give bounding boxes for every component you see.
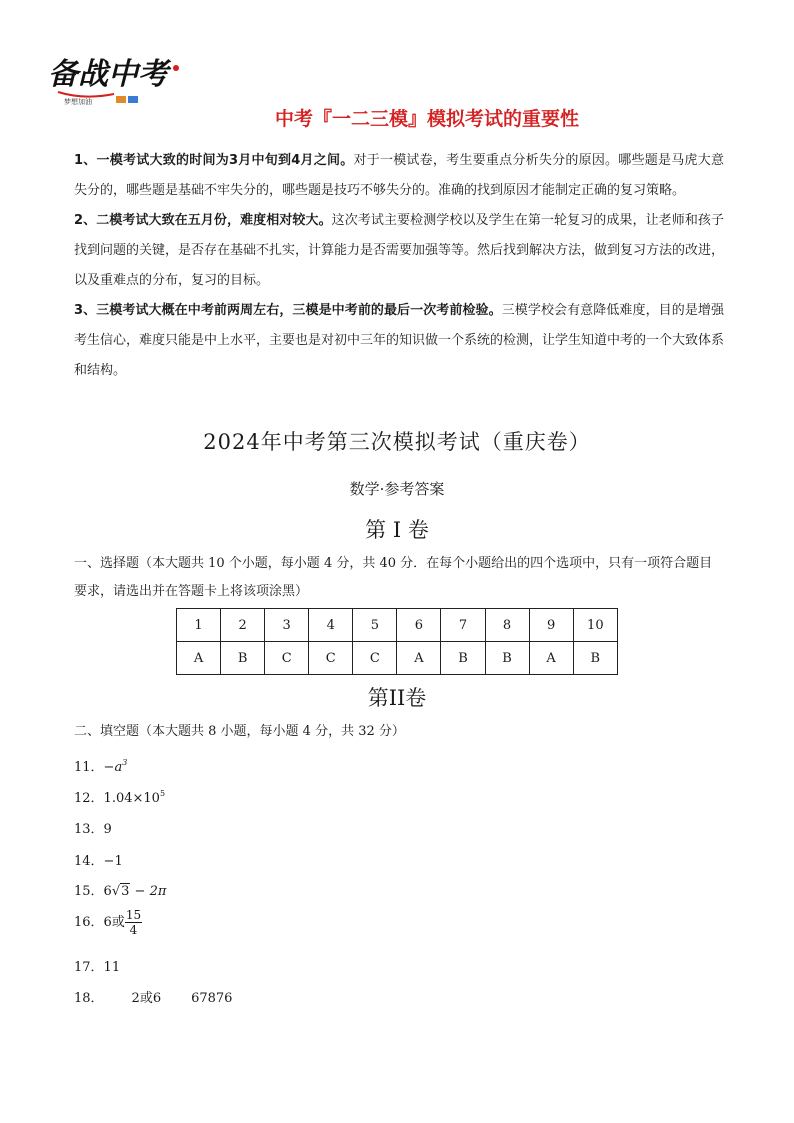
q17-label: 17． bbox=[74, 960, 104, 975]
answer-cell: C bbox=[265, 642, 309, 675]
q16-denominator: 4 bbox=[129, 923, 138, 937]
intro-paragraph-1 bbox=[74, 146, 724, 206]
intro-title: 中考『一二三模』模拟考试的重要性 bbox=[274, 108, 579, 130]
q14-value: −1 bbox=[103, 854, 123, 869]
q16-label: 16． bbox=[74, 915, 104, 930]
answer-q18 bbox=[74, 987, 232, 1006]
question-number-cell: 7 bbox=[441, 609, 485, 642]
volume-2-title: 第II卷 bbox=[367, 686, 427, 710]
answer-q14 bbox=[74, 850, 123, 869]
q16-numerator: 15 bbox=[125, 908, 142, 922]
answer-q11 bbox=[74, 756, 127, 775]
answer-cell: A bbox=[397, 642, 441, 675]
q16-fraction bbox=[125, 908, 142, 937]
answer-cell: B bbox=[441, 642, 485, 675]
answer-table-answers-row bbox=[177, 642, 618, 675]
intro-p1-bold: 1、一模考试大致的时间为3月中旬到4月之间。 bbox=[74, 153, 354, 168]
q18-value-1: 2或6 bbox=[131, 991, 162, 1006]
answer-cell: A bbox=[177, 642, 221, 675]
intro-p2-bold: 2、二模考试大致在五月份，难度相对较大。 bbox=[74, 213, 332, 228]
q12-label: 12． bbox=[74, 791, 104, 806]
answer-q12 bbox=[74, 787, 165, 806]
logo-text: 备战中考 bbox=[48, 57, 168, 92]
q11-exponent: 3 bbox=[122, 758, 128, 767]
question-number-cell: 6 bbox=[397, 609, 441, 642]
q14-label: 14． bbox=[74, 854, 104, 869]
exam-subject: 数学·参考答案 bbox=[349, 480, 445, 498]
section-1-heading bbox=[74, 550, 724, 606]
q11-label: 11． bbox=[74, 760, 104, 775]
intro-body bbox=[74, 146, 724, 386]
q16-prefix: 6或 bbox=[103, 915, 125, 930]
answer-cell: B bbox=[485, 642, 529, 675]
section-2-heading bbox=[74, 718, 724, 746]
intro-paragraph-2 bbox=[74, 206, 724, 296]
answer-cell: A bbox=[529, 642, 573, 675]
q12-exponent: 5 bbox=[159, 789, 166, 798]
answer-cell: C bbox=[309, 642, 353, 675]
section-2-text: 二、填空题（本大题共 8 小题，每小题 4 分，共 32 分） bbox=[74, 724, 405, 739]
question-number-cell: 3 bbox=[265, 609, 309, 642]
intro-paragraph-3 bbox=[74, 296, 724, 386]
brand-logo-graphic bbox=[44, 46, 194, 108]
intro-p3-text: 三模学校会有意降低难度，目的是增强考生信心，难度只能是中上水平，主要也是对初中三年的知识做一个系统的检测，让学生知道中考的一个大致体系和结构。 bbox=[74, 303, 725, 378]
q12-base: 1.04×10 bbox=[103, 791, 160, 806]
q13-label: 13． bbox=[74, 822, 104, 837]
answer-q16 bbox=[74, 908, 142, 937]
section-1-text: 一、选择题（本大题共 10 个小题，每小题 4 分，共 40 分．在每个小题给出的四个选项中，只有一项符合题目要求，请选出并在答题卡上将该项涂黑） bbox=[74, 556, 713, 599]
brand-logo bbox=[44, 46, 194, 108]
exam-title: 2024年中考第三次模拟考试（重庆卷） bbox=[203, 430, 591, 454]
answer-cell: C bbox=[353, 642, 397, 675]
answer-table-numbers-row bbox=[177, 609, 618, 642]
q18-value-2: 67876 bbox=[191, 991, 233, 1006]
question-number-cell: 5 bbox=[353, 609, 397, 642]
q15-label: 15． bbox=[74, 884, 104, 899]
question-number-cell: 2 bbox=[221, 609, 265, 642]
answer-q15 bbox=[74, 880, 166, 899]
q18-label: 18． bbox=[74, 991, 104, 1006]
intro-p1-text: 对于一模试卷，考生要重点分析失分的原因。哪些题是马虎大意失分的，哪些题是基础不牢失分的，哪些题是技巧不够失分的。准确的找到原因才能制定正确的复习策略。 bbox=[74, 153, 724, 198]
intro-p3-bold: 3、三模考试大概在中考前两周左右，三模是中考前的最后一次考前检验。 bbox=[74, 303, 502, 318]
sqrt-icon: √ bbox=[111, 884, 121, 899]
logo-tagline: 梦想加油 bbox=[64, 98, 92, 106]
answer-cell: B bbox=[221, 642, 265, 675]
q15-rest: − 2π bbox=[134, 884, 167, 899]
intro-p2-text: 这次考试主要检测学校以及学生在第一轮复习的成果，让老师和孩子找到问题的关键，是否存在基础不扎实，计算能力是否需要加强等等。然后找到解决方法，做到复习方法的改进，以及重难点的分布，复习的目标。 bbox=[74, 213, 725, 288]
q17-value: 11 bbox=[103, 960, 121, 975]
q15-radicand: 3 bbox=[121, 884, 130, 899]
q15-coefficient: 6 bbox=[103, 884, 112, 899]
q13-value: 9 bbox=[103, 822, 112, 837]
question-number-cell: 9 bbox=[529, 609, 573, 642]
volume-1-title: 第 I 卷 bbox=[365, 518, 429, 542]
answer-q17 bbox=[74, 956, 120, 975]
answer-cell: B bbox=[573, 642, 617, 675]
answer-q13 bbox=[74, 818, 112, 837]
q11-base: −a bbox=[103, 760, 123, 775]
question-number-cell: 1 bbox=[177, 609, 221, 642]
question-number-cell: 10 bbox=[573, 609, 617, 642]
answer-table bbox=[176, 608, 618, 675]
question-number-cell: 4 bbox=[309, 609, 353, 642]
question-number-cell: 8 bbox=[485, 609, 529, 642]
